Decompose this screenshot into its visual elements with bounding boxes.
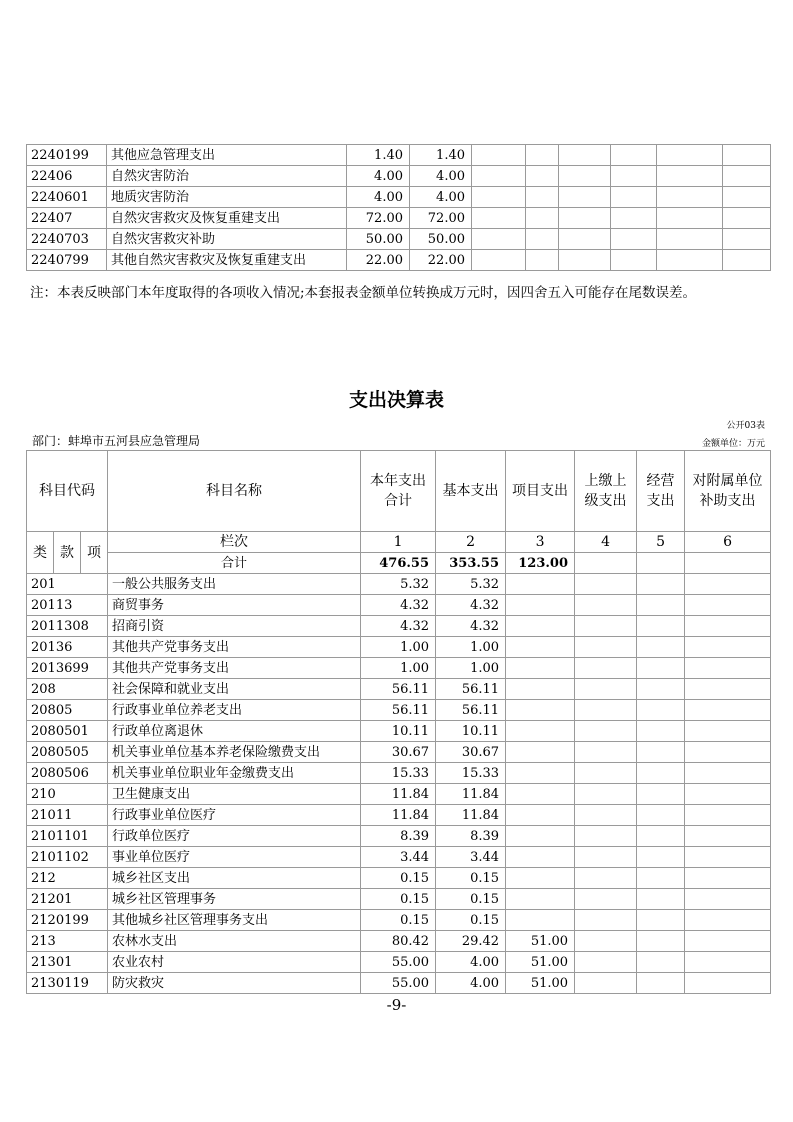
empty-cell [723,229,771,250]
empty-cell [575,805,637,826]
empty-cell [657,166,723,187]
empty-cell [723,145,771,166]
c2-cell: 29.42 [436,931,506,952]
c2-cell: 15.33 [436,763,506,784]
empty-cell [637,679,685,700]
empty-cell [685,805,771,826]
name-cell: 行政事业单位医疗 [108,805,361,826]
c3-cell [506,784,575,805]
empty-cell [637,826,685,847]
c3-cell: 51.00 [506,952,575,973]
c2-cell: 0.15 [436,910,506,931]
empty-cell [685,679,771,700]
c3-cell [506,637,575,658]
name-cell: 其他共产党事务支出 [108,658,361,679]
table-row [27,616,771,637]
empty-cell [575,595,637,616]
empty-cell [472,166,526,187]
empty-cell [685,616,771,637]
c1-cell: 8.39 [361,826,436,847]
table-row [27,931,771,952]
empty-cell [575,889,637,910]
name-cell: 行政单位离退休 [108,721,361,742]
name-cell: 农林水支出 [108,931,361,952]
total-cell: 4.00 [347,166,410,187]
empty-cell [685,973,771,994]
table-row [27,700,771,721]
empty-cell [611,229,657,250]
header-lei: 类 [27,532,54,574]
total-cell: 50.00 [347,229,410,250]
table-row [27,166,771,187]
empty-cell [637,847,685,868]
code-cell: 20113 [27,595,108,616]
empty-cell [611,166,657,187]
c2-cell: 4.32 [436,616,506,637]
empty-cell [685,889,771,910]
header-col6: 对附属单位补助支出 [685,451,771,532]
empty-cell [637,637,685,658]
table-row [27,658,771,679]
c3-cell [506,595,575,616]
total-col1: 476.55 [361,553,436,574]
header-col2: 基本支出 [436,451,506,532]
empty-cell [575,679,637,700]
col-number-4: 4 [575,532,637,553]
empty-cell [637,595,685,616]
empty-cell [723,208,771,229]
c2-cell: 11.84 [436,805,506,826]
c3-cell [506,868,575,889]
c1-cell: 0.15 [361,889,436,910]
header-col4: 上缴上级支出 [575,451,637,532]
empty-cell [611,208,657,229]
code-cell: 22407 [27,208,107,229]
name-cell: 防灾救灾 [108,973,361,994]
code-cell: 213 [27,931,108,952]
empty-cell [472,187,526,208]
c3-cell [506,616,575,637]
c1-cell: 1.00 [361,658,436,679]
empty-cell [575,616,637,637]
table-row [27,952,771,973]
c2-cell: 30.67 [436,742,506,763]
empty-cell [685,700,771,721]
empty-cell [611,250,657,271]
c3-cell [506,742,575,763]
header-xiang: 项 [81,532,108,574]
code-cell: 2080505 [27,742,108,763]
empty-cell [559,250,611,271]
name-cell: 机关事业单位基本养老保险缴费支出 [108,742,361,763]
name-cell: 自然灾害防治 [107,166,347,187]
c3-cell [506,889,575,910]
empty-cell [685,763,771,784]
col-number-3: 3 [506,532,575,553]
c2-cell: 8.39 [436,826,506,847]
empty-cell [575,973,637,994]
code-cell: 21011 [27,805,108,826]
table-row [27,784,771,805]
name-cell: 其他应急管理支出 [107,145,347,166]
empty-cell [723,166,771,187]
c1-cell: 11.84 [361,805,436,826]
c1-cell: 0.15 [361,868,436,889]
empty-cell [575,910,637,931]
total-col2: 353.55 [436,553,506,574]
total-col3: 123.00 [506,553,575,574]
table-row [27,721,771,742]
empty-cell [637,784,685,805]
table-row [27,208,771,229]
empty-cell [575,721,637,742]
code-cell: 2101102 [27,847,108,868]
name-cell: 行政事业单位养老支出 [108,700,361,721]
c1-cell: 5.32 [361,574,436,595]
empty-cell [657,229,723,250]
c1-cell: 1.00 [361,637,436,658]
c3-cell [506,658,575,679]
code-cell: 208 [27,679,108,700]
code-cell: 210 [27,784,108,805]
empty-cell [657,208,723,229]
empty-cell [559,145,611,166]
table-row [27,145,771,166]
c1-cell: 55.00 [361,973,436,994]
empty-cell [637,721,685,742]
empty-cell [637,889,685,910]
name-cell: 城乡社区支出 [108,868,361,889]
c3-cell [506,721,575,742]
empty-cell [637,931,685,952]
empty-cell [657,250,723,271]
basic-cell: 4.00 [410,166,472,187]
total-cell: 72.00 [347,208,410,229]
code-cell: 2013699 [27,658,108,679]
empty-cell [685,721,771,742]
empty-cell [657,187,723,208]
table-row [27,889,771,910]
empty-cell [575,700,637,721]
empty-cell [472,145,526,166]
code-cell: 2240601 [27,187,107,208]
header-kuan: 款 [54,532,81,574]
name-cell: 一般公共服务支出 [108,574,361,595]
code-cell: 2240799 [27,250,107,271]
name-cell: 事业单位医疗 [108,847,361,868]
empty-cell [575,763,637,784]
empty-cell [637,742,685,763]
header-name: 科目名称 [108,451,361,532]
empty-cell [559,166,611,187]
empty-cell [575,658,637,679]
code-cell: 201 [27,574,108,595]
code-cell: 212 [27,868,108,889]
c2-cell: 4.00 [436,973,506,994]
table-row [27,826,771,847]
c2-cell: 4.00 [436,952,506,973]
empty-cell [575,847,637,868]
empty-cell [657,145,723,166]
empty-cell [685,931,771,952]
code-cell: 22406 [27,166,107,187]
name-cell: 卫生健康支出 [108,784,361,805]
basic-cell: 1.40 [410,145,472,166]
empty-cell [685,595,771,616]
code-cell: 2120199 [27,910,108,931]
c1-cell: 55.00 [361,952,436,973]
c1-cell: 56.11 [361,679,436,700]
code-cell: 21301 [27,952,108,973]
empty-cell [637,973,685,994]
empty-cell [637,805,685,826]
c2-cell: 56.11 [436,679,506,700]
c2-cell: 10.11 [436,721,506,742]
empty-cell [637,700,685,721]
empty-cell [575,826,637,847]
c1-cell: 3.44 [361,847,436,868]
page-title: 支出决算表 [348,389,444,411]
total-col4 [575,553,637,574]
empty-cell [637,763,685,784]
code-cell: 2080506 [27,763,108,784]
c3-cell [506,679,575,700]
code-cell: 2130119 [27,973,108,994]
name-cell: 其他城乡社区管理事务支出 [108,910,361,931]
expenditure-table [26,450,771,994]
table-row [27,250,771,271]
form-code: 公开03表 [726,421,765,431]
department-label: 部门：蚌埠市五河县应急管理局 [32,434,201,448]
name-cell: 自然灾害救灾补助 [107,229,347,250]
name-cell: 其他共产党事务支出 [108,637,361,658]
table-row [27,187,771,208]
empty-cell [526,250,559,271]
empty-cell [559,229,611,250]
empty-cell [559,187,611,208]
empty-cell [575,868,637,889]
empty-cell [685,847,771,868]
table-row [27,229,771,250]
c1-cell: 4.32 [361,616,436,637]
empty-cell [526,166,559,187]
empty-cell [685,658,771,679]
empty-cell [685,868,771,889]
table-row [27,847,771,868]
c1-cell: 10.11 [361,721,436,742]
column-number-row [27,532,771,553]
empty-cell [611,145,657,166]
name-cell: 行政单位医疗 [108,826,361,847]
empty-cell [526,229,559,250]
empty-cell [637,868,685,889]
code-cell: 2080501 [27,721,108,742]
table-row [27,973,771,994]
header-code: 科目代码 [27,451,108,532]
c3-cell [506,763,575,784]
c2-cell: 4.32 [436,595,506,616]
c3-cell [506,847,575,868]
empty-cell [472,250,526,271]
empty-cell [637,910,685,931]
empty-cell [472,208,526,229]
page-number: -9- [386,996,407,1014]
header-col1: 本年支出合计 [361,451,436,532]
empty-cell [575,931,637,952]
col-number-2: 2 [436,532,506,553]
total-label: 合计 [108,553,361,574]
code-cell: 21201 [27,889,108,910]
empty-cell [685,910,771,931]
empty-cell [723,187,771,208]
c2-cell: 0.15 [436,889,506,910]
empty-cell [526,145,559,166]
table-note: 注：本表反映部门本年度取得的各项收入情况;本套报表金额单位转换成万元时，因四舍五入可能存在尾数误差。 [30,285,697,301]
c1-cell: 11.84 [361,784,436,805]
empty-cell [685,784,771,805]
c2-cell: 1.00 [436,637,506,658]
empty-cell [575,574,637,595]
c3-cell [506,574,575,595]
empty-cell [526,208,559,229]
empty-cell [685,742,771,763]
basic-cell: 72.00 [410,208,472,229]
header-lanci: 栏次 [108,532,361,553]
c2-cell: 3.44 [436,847,506,868]
table-row [27,868,771,889]
c1-cell: 15.33 [361,763,436,784]
top-continuation-table [26,144,771,271]
c3-cell [506,826,575,847]
table-row [27,679,771,700]
basic-cell: 4.00 [410,187,472,208]
empty-cell [559,208,611,229]
col-number-1: 1 [361,532,436,553]
c2-cell: 11.84 [436,784,506,805]
total-col5 [637,553,685,574]
header-row [27,451,771,532]
name-cell: 社会保障和就业支出 [108,679,361,700]
empty-cell [637,574,685,595]
empty-cell [575,784,637,805]
c3-cell [506,700,575,721]
table-row [27,595,771,616]
empty-cell [723,250,771,271]
code-cell: 2011308 [27,616,108,637]
empty-cell [526,187,559,208]
empty-cell [685,952,771,973]
c2-cell: 56.11 [436,700,506,721]
table-row [27,574,771,595]
name-cell: 自然灾害救灾及恢复重建支出 [107,208,347,229]
col-number-6: 6 [685,532,771,553]
code-cell: 20805 [27,700,108,721]
empty-cell [575,637,637,658]
total-cell: 4.00 [347,187,410,208]
code-cell: 2240199 [27,145,107,166]
c3-cell: 51.00 [506,973,575,994]
empty-cell [575,742,637,763]
total-row [27,553,771,574]
table-row [27,910,771,931]
col-number-5: 5 [637,532,685,553]
table-row [27,805,771,826]
header-col5: 经营支出 [637,451,685,532]
table-row [27,763,771,784]
code-cell: 2101101 [27,826,108,847]
name-cell: 商贸事务 [108,595,361,616]
empty-cell [575,952,637,973]
basic-cell: 22.00 [410,250,472,271]
c1-cell: 4.32 [361,595,436,616]
c3-cell [506,805,575,826]
c1-cell: 0.15 [361,910,436,931]
name-cell: 城乡社区管理事务 [108,889,361,910]
empty-cell [637,616,685,637]
empty-cell [685,826,771,847]
c3-cell [506,910,575,931]
total-cell: 1.40 [347,145,410,166]
c3-cell: 51.00 [506,931,575,952]
table-row [27,742,771,763]
c1-cell: 80.42 [361,931,436,952]
c1-cell: 30.67 [361,742,436,763]
code-cell: 2240703 [27,229,107,250]
empty-cell [685,574,771,595]
basic-cell: 50.00 [410,229,472,250]
total-cell: 22.00 [347,250,410,271]
table-row [27,637,771,658]
empty-cell [611,187,657,208]
c2-cell: 0.15 [436,868,506,889]
name-cell: 农业农村 [108,952,361,973]
amount-unit: 金额单位：万元 [701,439,765,449]
empty-cell [637,658,685,679]
c2-cell: 5.32 [436,574,506,595]
name-cell: 机关事业单位职业年金缴费支出 [108,763,361,784]
c2-cell: 1.00 [436,658,506,679]
name-cell: 其他自然灾害救灾及恢复重建支出 [107,250,347,271]
total-col6 [685,553,771,574]
empty-cell [472,229,526,250]
name-cell: 地质灾害防治 [107,187,347,208]
empty-cell [685,637,771,658]
code-cell: 20136 [27,637,108,658]
empty-cell [637,952,685,973]
header-col3: 项目支出 [506,451,575,532]
c1-cell: 56.11 [361,700,436,721]
name-cell: 招商引资 [108,616,361,637]
